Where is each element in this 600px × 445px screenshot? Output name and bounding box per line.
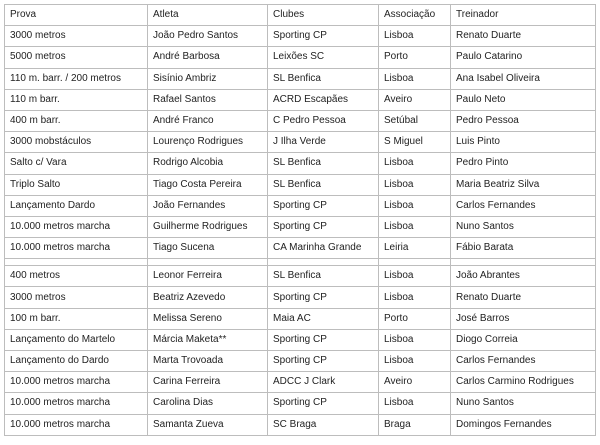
cell-atleta: Leonor Ferreira bbox=[148, 266, 268, 287]
cell-associacao: Lisboa bbox=[379, 393, 451, 414]
cell-clube: Leixões SC bbox=[268, 47, 379, 68]
cell-treinador: Carlos Carmino Rodrigues bbox=[451, 372, 596, 393]
cell-treinador: Luis Pinto bbox=[451, 132, 596, 153]
cell-clube: C Pedro Pessoa bbox=[268, 110, 379, 131]
cell-associacao: Porto bbox=[379, 47, 451, 68]
separator-cell bbox=[451, 259, 596, 266]
cell-atleta: Lourenço Rodrigues bbox=[148, 132, 268, 153]
cell-associacao: Lisboa bbox=[379, 216, 451, 237]
cell-prova: Triplo Salto bbox=[5, 174, 148, 195]
table-row bbox=[5, 89, 596, 110]
table-row bbox=[5, 266, 596, 287]
cell-prova: 10.000 metros marcha bbox=[5, 216, 148, 237]
cell-atleta: Tiago Costa Pereira bbox=[148, 174, 268, 195]
table-row bbox=[5, 414, 596, 435]
table-row bbox=[5, 329, 596, 350]
cell-clube: ADCC J Clark bbox=[268, 372, 379, 393]
cell-associacao: Lisboa bbox=[379, 153, 451, 174]
cell-treinador: Domingos Fernandes bbox=[451, 414, 596, 435]
separator-cell bbox=[5, 259, 148, 266]
cell-treinador: Pedro Pessoa bbox=[451, 110, 596, 131]
cell-atleta: Melissa Sereno bbox=[148, 308, 268, 329]
header-atleta: Atleta bbox=[148, 5, 268, 26]
cell-prova: 10.000 metros marcha bbox=[5, 238, 148, 259]
cell-prova: 3000 metros bbox=[5, 26, 148, 47]
cell-treinador: José Barros bbox=[451, 308, 596, 329]
cell-clube: Sporting CP bbox=[268, 195, 379, 216]
table-row bbox=[5, 393, 596, 414]
cell-treinador: João Abrantes bbox=[451, 266, 596, 287]
cell-clube: Sporting CP bbox=[268, 393, 379, 414]
cell-prova: Salto c/ Vara bbox=[5, 153, 148, 174]
table-row bbox=[5, 153, 596, 174]
cell-associacao: Porto bbox=[379, 308, 451, 329]
cell-prova: Lançamento do Martelo bbox=[5, 329, 148, 350]
cell-clube: Sporting CP bbox=[268, 287, 379, 308]
cell-atleta: Carolina Dias bbox=[148, 393, 268, 414]
athletes-table bbox=[4, 4, 596, 436]
cell-associacao: Lisboa bbox=[379, 68, 451, 89]
table-row bbox=[5, 132, 596, 153]
table-row bbox=[5, 372, 596, 393]
cell-atleta: João Fernandes bbox=[148, 195, 268, 216]
cell-clube: SL Benfica bbox=[268, 68, 379, 89]
cell-associacao: Lisboa bbox=[379, 287, 451, 308]
table-body bbox=[5, 26, 596, 436]
cell-treinador: Nuno Santos bbox=[451, 216, 596, 237]
cell-clube: SC Braga bbox=[268, 414, 379, 435]
table-row bbox=[5, 351, 596, 372]
cell-clube: CA Marinha Grande bbox=[268, 238, 379, 259]
cell-atleta: Rafael Santos bbox=[148, 89, 268, 110]
cell-treinador: Ana Isabel Oliveira bbox=[451, 68, 596, 89]
cell-atleta: André Franco bbox=[148, 110, 268, 131]
cell-prova: 5000 metros bbox=[5, 47, 148, 68]
cell-treinador: Paulo Neto bbox=[451, 89, 596, 110]
header-prova: Prova bbox=[5, 5, 148, 26]
cell-treinador: Diogo Correia bbox=[451, 329, 596, 350]
cell-associacao: Leiria bbox=[379, 238, 451, 259]
cell-associacao: Setúbal bbox=[379, 110, 451, 131]
cell-clube: J Ilha Verde bbox=[268, 132, 379, 153]
separator-cell bbox=[379, 259, 451, 266]
table-row bbox=[5, 308, 596, 329]
cell-associacao: Lisboa bbox=[379, 26, 451, 47]
cell-atleta: Rodrigo Alcobia bbox=[148, 153, 268, 174]
cell-atleta: André Barbosa bbox=[148, 47, 268, 68]
cell-treinador: Pedro Pinto bbox=[451, 153, 596, 174]
cell-atleta: João Pedro Santos bbox=[148, 26, 268, 47]
cell-treinador: Renato Duarte bbox=[451, 26, 596, 47]
cell-treinador: Carlos Fernandes bbox=[451, 351, 596, 372]
cell-clube: SL Benfica bbox=[268, 266, 379, 287]
cell-prova: Lançamento Dardo bbox=[5, 195, 148, 216]
cell-clube: ACRD Escapães bbox=[268, 89, 379, 110]
cell-associacao: Lisboa bbox=[379, 266, 451, 287]
cell-atleta: Guilherme Rodrigues bbox=[148, 216, 268, 237]
cell-clube: SL Benfica bbox=[268, 174, 379, 195]
table-row bbox=[5, 68, 596, 89]
cell-treinador: Maria Beatriz Silva bbox=[451, 174, 596, 195]
cell-clube: Sporting CP bbox=[268, 216, 379, 237]
cell-atleta: Sisínio Ambriz bbox=[148, 68, 268, 89]
cell-clube: Sporting CP bbox=[268, 351, 379, 372]
cell-prova: 400 metros bbox=[5, 266, 148, 287]
cell-prova: 110 m barr. bbox=[5, 89, 148, 110]
table-row bbox=[5, 174, 596, 195]
cell-associacao: Aveiro bbox=[379, 89, 451, 110]
table-row bbox=[5, 238, 596, 259]
cell-atleta: Carina Ferreira bbox=[148, 372, 268, 393]
cell-prova: 10.000 metros marcha bbox=[5, 372, 148, 393]
cell-associacao: Lisboa bbox=[379, 195, 451, 216]
cell-atleta: Tiago Sucena bbox=[148, 238, 268, 259]
table-row bbox=[5, 216, 596, 237]
cell-associacao: S Miguel bbox=[379, 132, 451, 153]
separator-cell bbox=[268, 259, 379, 266]
cell-prova: 100 m barr. bbox=[5, 308, 148, 329]
cell-atleta: Márcia Maketa** bbox=[148, 329, 268, 350]
table-row bbox=[5, 195, 596, 216]
cell-prova: 3000 mobstáculos bbox=[5, 132, 148, 153]
cell-atleta: Beatriz Azevedo bbox=[148, 287, 268, 308]
cell-prova: 400 m barr. bbox=[5, 110, 148, 131]
cell-associacao: Lisboa bbox=[379, 174, 451, 195]
header-clubes: Clubes bbox=[268, 5, 379, 26]
cell-treinador: Renato Duarte bbox=[451, 287, 596, 308]
cell-clube: Sporting CP bbox=[268, 329, 379, 350]
table-row bbox=[5, 110, 596, 131]
cell-clube: SL Benfica bbox=[268, 153, 379, 174]
table-row bbox=[5, 47, 596, 68]
cell-clube: Sporting CP bbox=[268, 26, 379, 47]
table-row bbox=[5, 26, 596, 47]
separator-cell bbox=[148, 259, 268, 266]
cell-associacao: Aveiro bbox=[379, 372, 451, 393]
cell-treinador: Paulo Catarino bbox=[451, 47, 596, 68]
cell-atleta: Samanta Zueva bbox=[148, 414, 268, 435]
cell-treinador: Nuno Santos bbox=[451, 393, 596, 414]
cell-prova: 10.000 metros marcha bbox=[5, 393, 148, 414]
cell-prova: 3000 metros bbox=[5, 287, 148, 308]
cell-prova: 110 m. barr. / 200 metros bbox=[5, 68, 148, 89]
table-header-row bbox=[5, 5, 596, 26]
cell-associacao: Lisboa bbox=[379, 329, 451, 350]
cell-atleta: Marta Trovoada bbox=[148, 351, 268, 372]
cell-treinador: Carlos Fernandes bbox=[451, 195, 596, 216]
table-row bbox=[5, 287, 596, 308]
cell-treinador: Fábio Barata bbox=[451, 238, 596, 259]
header-treinador: Treinador bbox=[451, 5, 596, 26]
cell-prova: 10.000 metros marcha bbox=[5, 414, 148, 435]
cell-associacao: Braga bbox=[379, 414, 451, 435]
group-separator-row bbox=[5, 259, 596, 266]
header-associacao: Associação bbox=[379, 5, 451, 26]
cell-prova: Lançamento do Dardo bbox=[5, 351, 148, 372]
cell-clube: Maia AC bbox=[268, 308, 379, 329]
cell-associacao: Lisboa bbox=[379, 351, 451, 372]
